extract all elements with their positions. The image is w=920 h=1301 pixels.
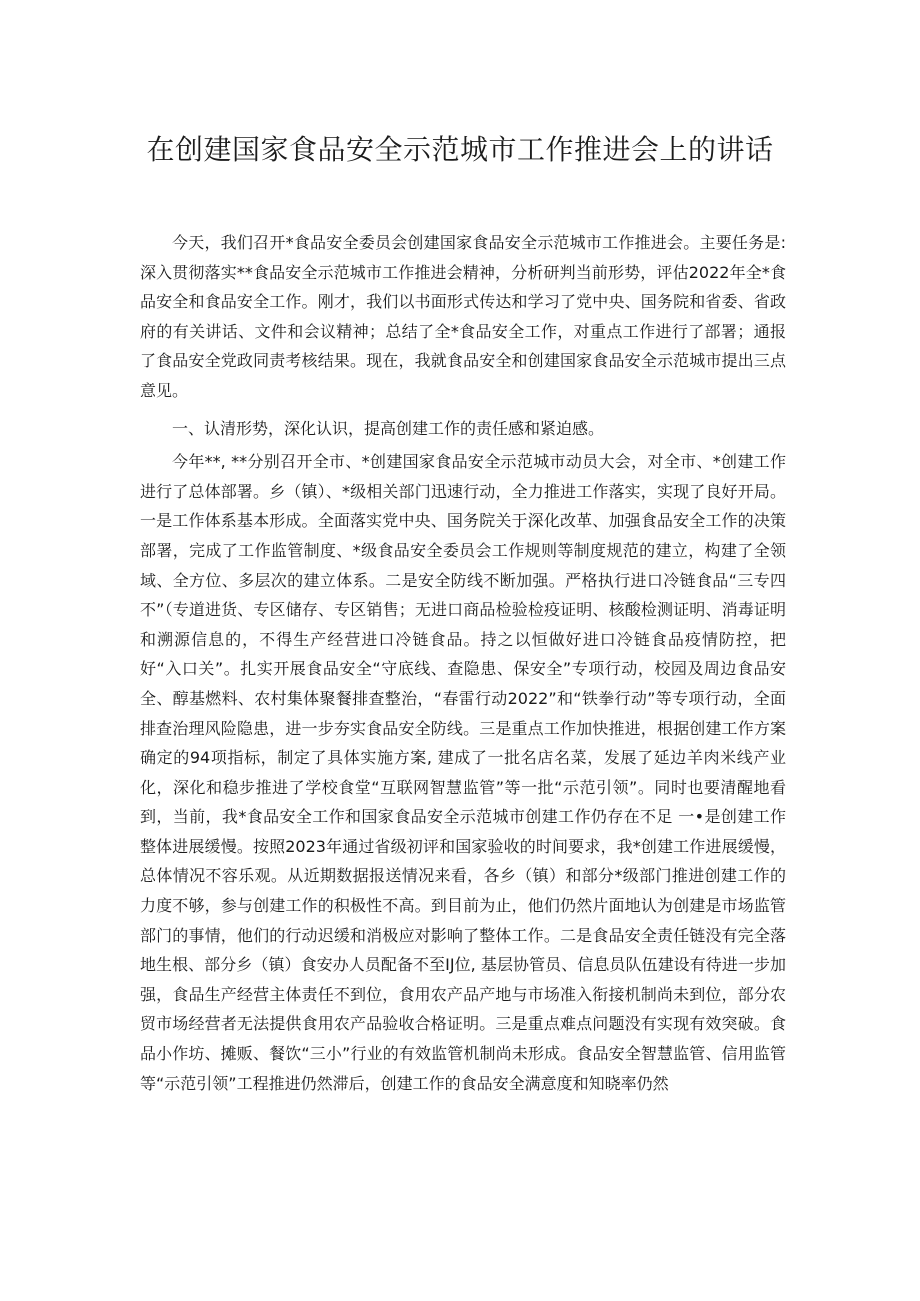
document-body bbox=[140, 228, 786, 1106]
paragraph-intro: 今天，我们召开*食品安全委员会创建国家食品安全示范城市工作推进会。主要任务是: 深入贯彻落实**食品安全示范城市工作推进会精神，分析研判当前形势，评估2022年全*食品安全和食品安全工作。刚才，我们以书面形式传达和学习了党中央、国务院和省委、省政府的有关讲话、文件和会议精神；总结了全*食品安全工作，对重点工作进行了部署；通报了食品安全党政同责考核结果。现在，我就食品安全和创建国家食品安全示范城市提出三点意见。 bbox=[140, 233, 786, 400]
section-heading-1: 一、认清形势，深化认识，提高创建工作的责任感和紧迫感。 bbox=[172, 418, 605, 438]
paragraph-section-1: 今年**, **分别召开全市、*创建国家食品安全示范城市动员大会，对全市、*创建工作进行了总体部署。乡（镇）、*级相关部门迅速行动，全力推进工作落实，实现了良好开局。一是工作体系基本形成。全面落实党中央、国务院关于深化改革、加强食品安全工作的决策部署，完成了工作监管制度、*级食品安全委员会工作规则等制度规范的建立，构建了全领域、全方位、多层次的建立体系。二是安全防线不断加强。严格执行进口冷链食品“三专四不”（专道进货、专区储存、专区销售；无进口商品检验检疫证明、核酸检测证明、消毒证明和溯源信息的，不得生产经营进口冷链食品。持之以恒做好进口冷链食品疫情防控，把好“入口关”。扎实开展食品安全“守底线、查隐患、保安全”专项行动，校园及周边食品安全、醇基燃料、农村集体聚餐排查整治，“春雷行动2022”和“铁拳行动”等专项行动，全面排查治理风险隐患，进一步夯实食品安全防线。三是重点工作加快推进，根据创建工作方案确定的94项指标，制定了具体实施方案, 建成了一批名店名菜，发展了延边羊肉米线产业化，深化和稳步推进了学校食堂“互联网智慧监管”等一批“示范引领”。同时也要清醒地看到，当前，我*食品安全工作和国家食品安全示范城市创建工作仍存在不足 一•是创建工作整体进展缓慢。按照2023年通过省级初评和国家验收的时间要求，我*创建工作进展缓慢，总体情况不容乐观。从近期数据报送情况来看，各乡（镇）和部分*级部门推进创建工作的力度不够，参与创建工作的积极性不高。到目前为止，他们仍然片面地认为创建是市场监管部门的事情，他们的行动迟缓和消极应对影响了整体工作。二是食品安全责任链没有完全落地生根、部分乡（镇）食安办人员配备不至IJ位, 基层协管员、信息员队伍建设有待进一步加强，食品生产经营主体责任不到位，食用农产品产地与市场准入衔接机制尚未到位，部分农贸市场经营者无法提供食用农产品验收合格证明。三是重点难点问题没有实现有效突破。食品小作坊、摊贩、餐饮“三小”行业的有效监管机制尚未形成。食品安全智慧监管、信用监管等“示范引领”工程推进仍然滞后，创建工作的食品安全满意度和知晓率仍然 bbox=[140, 452, 786, 1093]
document-title: 在创建国家食品安全示范城市工作推进会上的讲话 bbox=[146, 133, 774, 166]
